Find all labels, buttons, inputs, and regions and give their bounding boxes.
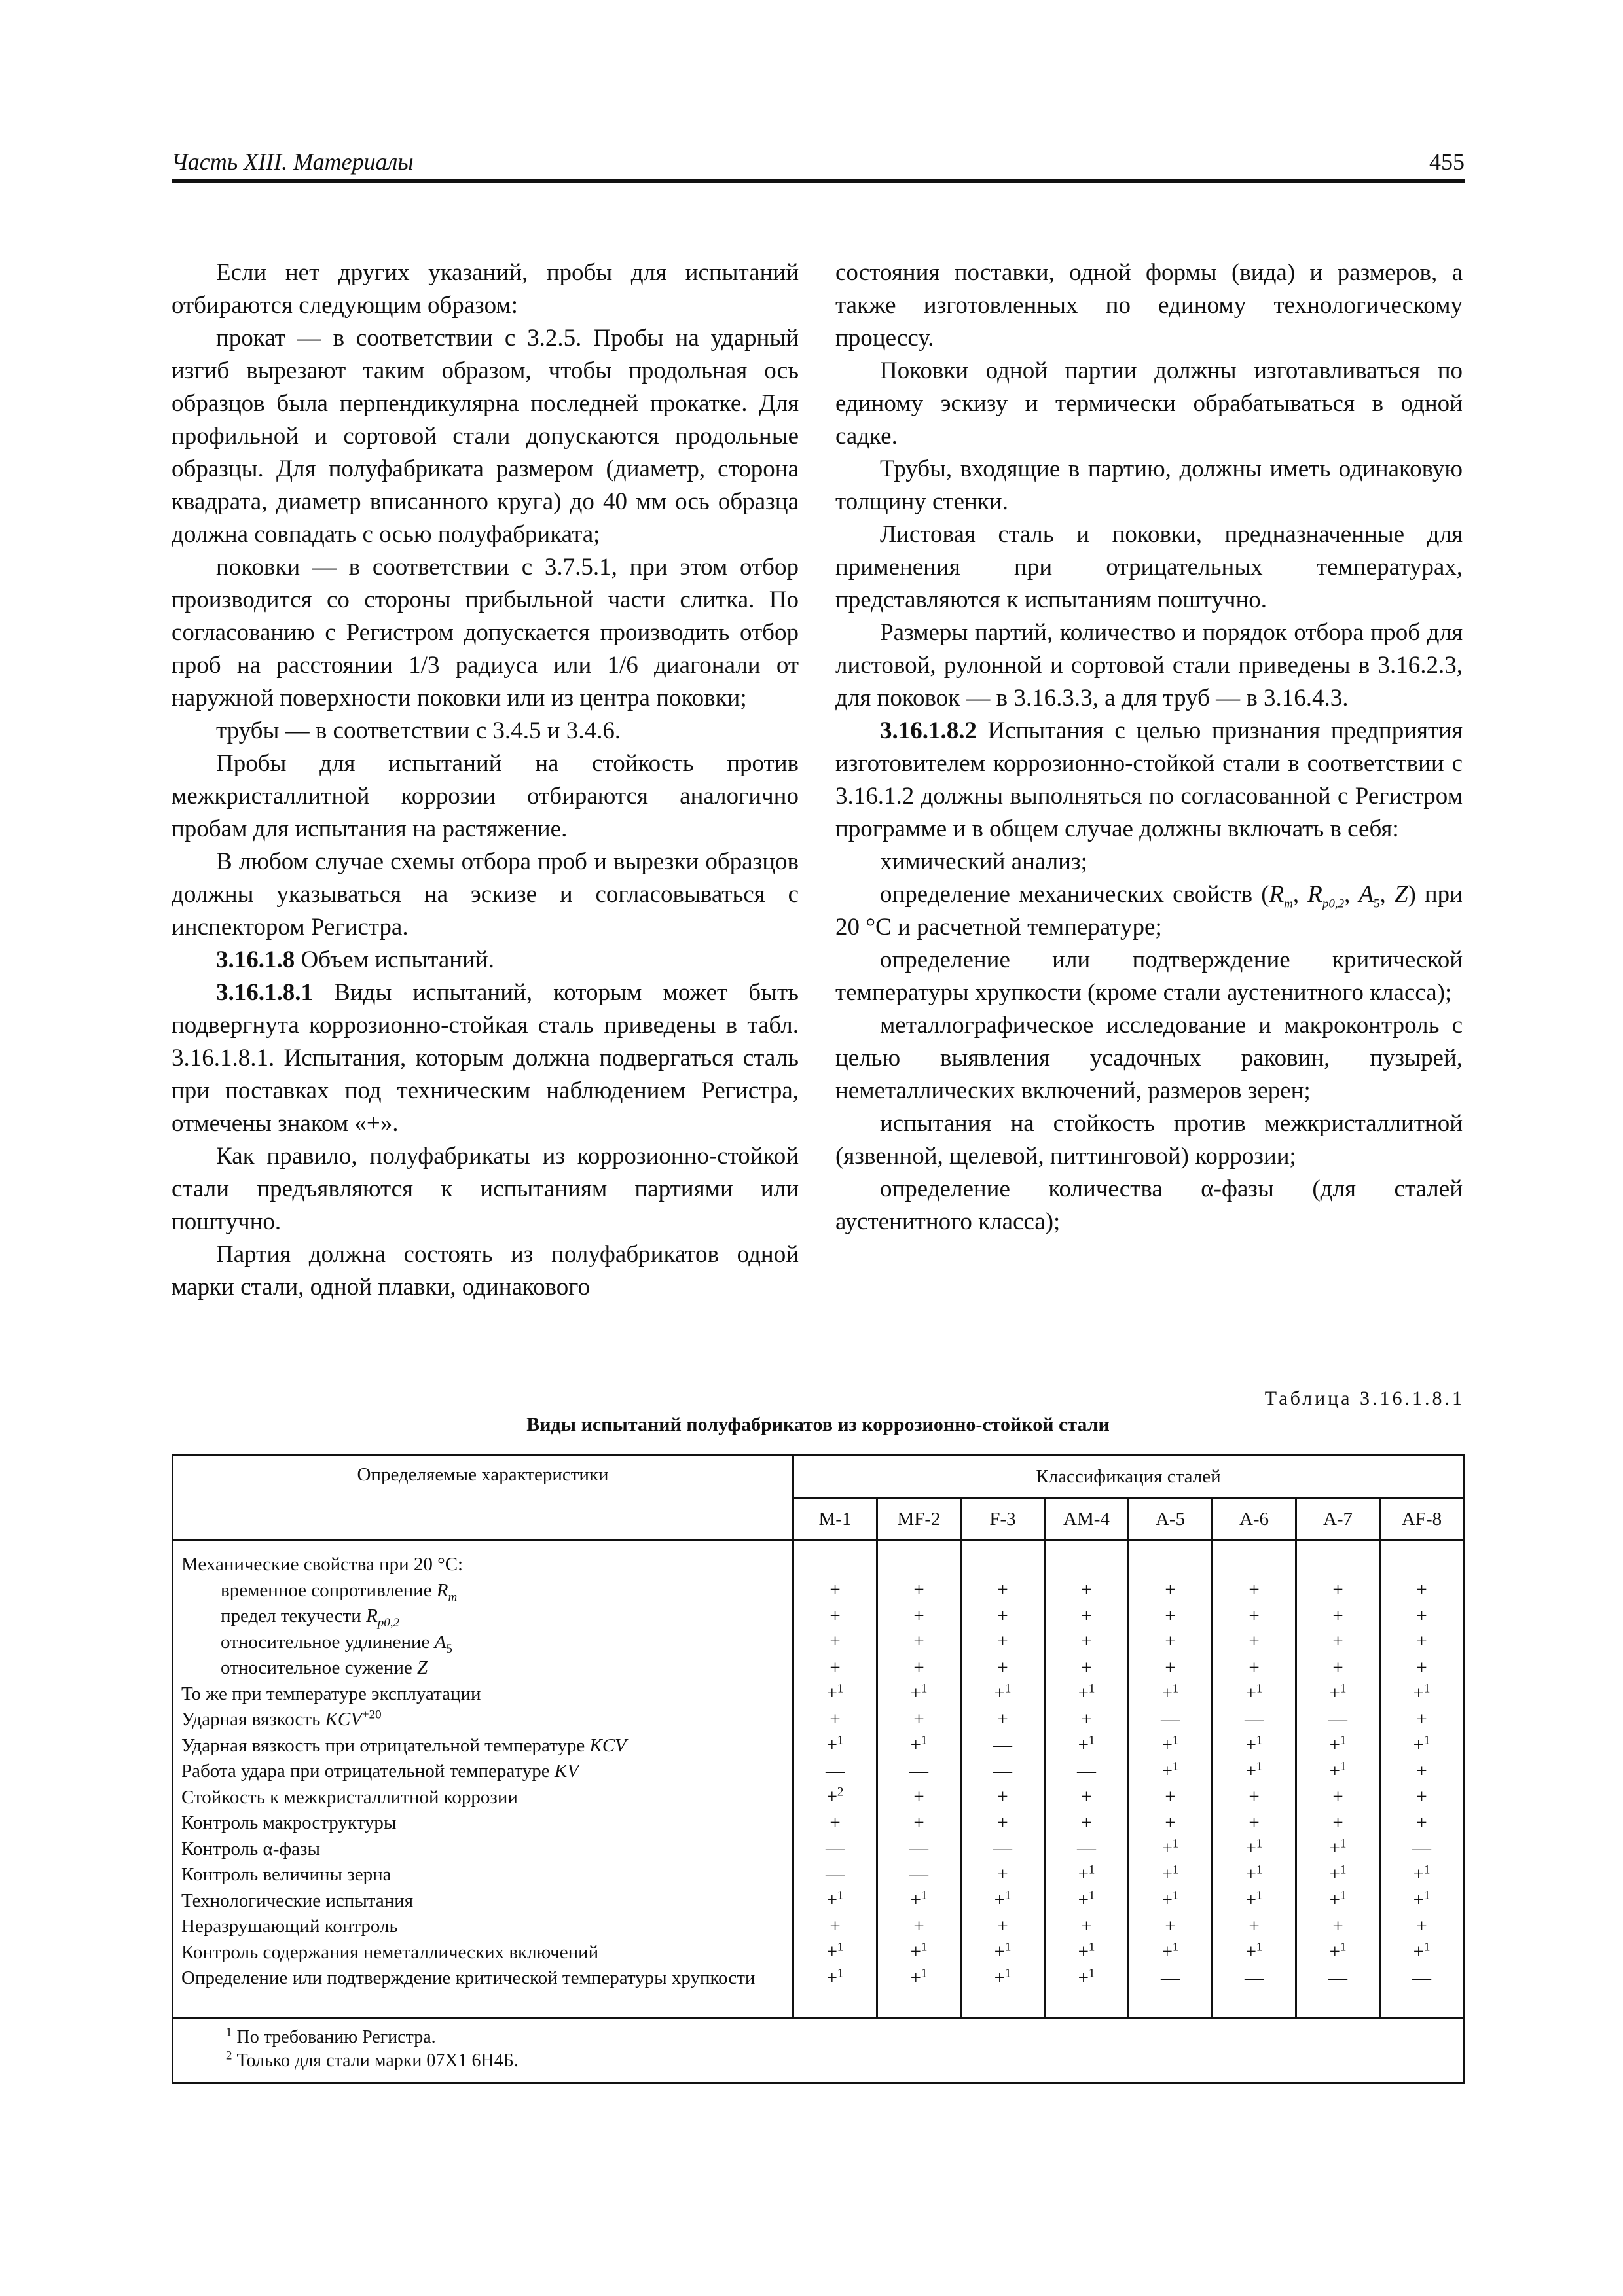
table-row-label: Неразрушающий контроль [181,1916,398,1937]
table-cell-value: + [1165,1915,1176,1937]
table-cell-value: + [830,1579,841,1600]
table-cell-value: + [1249,1657,1260,1678]
table-cell-value: +$^1$ [1161,1837,1179,1859]
table-cell-value: +$^1$ [1161,1681,1179,1704]
list-item: определение количества α-фазы (для сталей аустенитного класса); [835,1175,1463,1235]
table-cell-value: + [830,1708,841,1730]
part-title: Часть XIII. Материалы [172,149,414,175]
table-cell-value: + [1332,1631,1343,1652]
table-cell-value: + [1416,1605,1427,1626]
table-cell-value: +$^1$ [1329,1759,1347,1782]
table-cell-value: + [913,1631,924,1652]
table-cell-value: +$^1$ [1161,1888,1179,1910]
table-cell-value: — [1245,1967,1264,1988]
table-cell-value: + [913,1605,924,1626]
characteristics-cell [173,1541,793,2018]
table-cell-value: +$^1$ [1078,1940,1095,1962]
table-cell-value: — [993,1760,1012,1782]
table-cell-value: +$^1$ [1245,1681,1263,1704]
column-header: A-7 [1296,1498,1380,1541]
table-cell-value: +$^1$ [826,1965,844,1988]
paragraph: Пробы для испытаний на стойкость против межкристаллитной коррозии отбираются аналогично пробам для испытания на растяжение. [172,750,799,842]
table-cell-value: + [1332,1605,1343,1626]
section-3-16-1-8-2: 3.16.1.8.2 Испытания с целью признания предприятия изготовителем коррозионно-стойкой стали в соответствии с 3.16.1.2 должны выполняться по согласованной с Регистром программе и в общем случае должны включать в себя: [835,717,1463,842]
page-number: 455 [1429,149,1465,175]
table-cell-value: + [1332,1915,1343,1937]
table-cell-value: + [1165,1786,1176,1807]
list-item: химический анализ; [880,848,1087,875]
list-item: определение механических свойств ($R_m$, $R_{p0,2}$, $A_5$, Z) при 20 °C и расчетной температуре; [835,881,1463,941]
table-cell-value: +$^1$ [1078,1733,1095,1755]
table-cell-value: +$^1$ [1245,1759,1263,1782]
table-cell-value: + [997,1863,1008,1885]
table-cell-value: + [1081,1657,1092,1678]
table-cell-value: + [997,1915,1008,1937]
table-cell-value: +$^1$ [994,1681,1012,1704]
column-header: F-3 [961,1498,1045,1541]
table-cell-value: + [1165,1631,1176,1652]
table-cell-value: + [830,1631,841,1652]
table-cell-value: + [913,1786,924,1807]
table-cell-value: + [1249,1786,1260,1807]
table-cell-value: — [909,1838,928,1859]
table-cell-value: + [997,1708,1008,1730]
table-cell-value: + [1081,1786,1092,1807]
paragraph: Поковки одной партии должны изготавливаться по единому эскизу и термически обрабатываться в одной садке. [835,357,1463,450]
table-cell-value: + [1165,1657,1176,1678]
column-header: AM-4 [1045,1498,1129,1541]
table-cell-value: + [1332,1657,1343,1678]
table-row-label: относительное удлинение $A_5$ [221,1631,452,1656]
table-row-label: временное сопротивление $R_m$ [221,1579,458,1604]
values-column [1213,1541,1296,2018]
table-cell-value: +$^1$ [910,1940,928,1962]
column-header: AF-8 [1380,1498,1464,1541]
table-cell-value: +$^1$ [1329,1733,1347,1755]
table-cell-value: + [1416,1579,1427,1600]
table-cell-value: + [1165,1605,1176,1626]
table-cell-value: +$^1$ [826,1681,844,1704]
table-cell-value: + [1249,1605,1260,1626]
table-cell-value: + [1416,1812,1427,1833]
table-cell-value: + [1081,1812,1092,1833]
table-row-label: Контроль величины зерна [181,1864,392,1885]
table-cell-value: +$^1$ [1413,1862,1431,1885]
table-row-label: относительное сужение Z [221,1657,428,1678]
table-cell-value: — [1328,1708,1347,1730]
column-header: A-6 [1213,1498,1296,1541]
paragraph: Размеры партий, количество и порядок отбора проб для листовой, рулонной и сортовой стали приведены в 3.16.2.3, для поковок — в 3.16.3.3, а для труб — в 3.16.4.3. [835,619,1463,711]
table-cell-value: + [1165,1812,1176,1833]
table-cell-value: — [1077,1838,1096,1859]
table-cell-value: +$^1$ [1161,1940,1179,1962]
page-header [172,144,1465,183]
table-cell-value: +$^1$ [826,1733,844,1755]
section-3-16-1-8: 3.16.1.8 Объем испытаний. [216,946,494,973]
table-row-label: Определение или подтверждение критической температуры хрупкости [181,1967,756,1988]
section-3-16-1-8-1: 3.16.1.8.1 Виды испытаний, которым может быть подвергнута коррозионно-стойкая сталь приведены в табл. 3.16.1.8.1. Испытания, которым должна подвергаться сталь при поставках под техническим наблюдением Регистра, отмечены знаком «+». [172,979,799,1137]
table-cell-value: — [826,1760,845,1782]
table-cell-value: + [997,1579,1008,1600]
column-header: A-5 [1129,1498,1213,1541]
table-cell-value: +$^1$ [994,1965,1012,1988]
table-cell-value: + [1416,1786,1427,1807]
table-cell-value: + [1416,1631,1427,1652]
table-header-classification: Классификация сталей [793,1456,1464,1498]
paragraph: Листовая сталь и поковки, предназначенные для применения при отрицательных температурах, представляются к испытаниям поштучно. [835,521,1463,613]
table-cell-value: + [830,1657,841,1678]
table-cell-value: + [1081,1579,1092,1600]
table-cell-value: + [1332,1786,1343,1807]
table-cell-value: — [1161,1967,1180,1988]
table-cell-value: + [1081,1915,1092,1937]
paragraph: прокат — в соответствии с 3.2.5. Пробы на ударный изгиб вырезают таким образом, чтобы продольная ось образцов была перпендикулярна последней прокатке. Для профильной и сортовой стали допускаются продольные образцы. Для полуфабриката размером (диаметр, сторона квадрата, диаметр вписанного круга) до 40 мм ось образца должна совпадать с осью полуфабриката; [172,325,799,548]
table-cell-value: +$^1$ [1161,1733,1179,1755]
footnote: $^1$ По требованию Регистра. [226,2025,436,2047]
table-cell-value: +$^1$ [1329,1681,1347,1704]
table-cell-value: + [913,1812,924,1833]
table-cell-value: — [993,1734,1012,1755]
table-cell-value: +$^1$ [1413,1888,1431,1910]
table-cell-value: + [997,1786,1008,1807]
table-cell-value: + [1249,1631,1260,1652]
table-row-label: Ударная вязкость $KCV^{+20}$ [181,1708,382,1730]
table-row-label: Контроль содержания неметаллических включений [181,1941,599,1963]
table-cell-value: +$^1$ [1245,1837,1263,1859]
table-cell-value: +$^1$ [826,1940,844,1962]
table-cell-value: +$^1$ [910,1888,928,1910]
paragraph: поковки — в соответствии с 3.7.5.1, при этом отбор производится со стороны прибыльной части слитка. По согласованию с Регистром допускается производить отбор проб на расстоянии 1/3 радиуса или 1/6 диагонали от наружной поверхности поковки или из центра поковки; [172,554,799,711]
table-cell-value: + [1416,1708,1427,1730]
test-types-table [172,1454,1465,2084]
table-cell-value: +$^2$ [826,1785,844,1807]
paragraph: Партия должна состоять из полуфабрикатов одной марки стали, одной плавки, одинакового [172,1241,799,1300]
table-cell-value: +$^1$ [994,1940,1012,1962]
paragraph: состояния поставки, одной формы (вида) и размеров, а также изготовленных по единому технологическому процессу. [835,259,1463,351]
table-row-label: предел текучести $R_{p0,2}$ [221,1605,400,1630]
table-cell-value: + [1332,1812,1343,1833]
right-column [835,257,1463,1238]
table-cell-value: + [913,1579,924,1600]
table-cell-value: — [909,1760,928,1782]
table-cell-value: + [830,1605,841,1626]
values-column [1129,1541,1213,2018]
values-column [1045,1541,1129,2018]
table-row-label: То же при температуре эксплуатации [181,1683,481,1704]
paragraph: трубы — в соответствии с 3.4.5 и 3.4.6. [216,717,621,744]
table-cell-value: — [1077,1760,1096,1782]
table-cell-value: — [1412,1838,1431,1859]
table-cell-value: +$^1$ [1078,1862,1095,1885]
table-cell-value: — [1245,1708,1264,1730]
table-cell-value: + [1081,1631,1092,1652]
table-cell-value: + [1165,1579,1176,1600]
table-cell-value: + [1416,1760,1427,1782]
values-column [961,1541,1045,2018]
table-row-label: Работа удара при отрицательной температуре KV [181,1761,579,1782]
paragraph: В любом случае схемы отбора проб и вырезки образцов должны указываться на эскизе и согласовываться с инспектором Регистра. [172,848,799,941]
table-cell-value: + [1416,1657,1427,1678]
table-cell-value: +$^1$ [1413,1940,1431,1962]
column-header: MF-2 [877,1498,961,1541]
table-header-characteristics: Определяемые характеристики [173,1456,793,1541]
table-cell-value: +$^1$ [1078,1681,1095,1704]
table-cell-value: + [997,1605,1008,1626]
table-cell-value: +$^1$ [1245,1888,1263,1910]
table-title: Виды испытаний полуфабрикатов из коррозионно-стойкой стали [526,1414,1110,1435]
table-cell-value: + [913,1915,924,1937]
table-cell-value: +$^1$ [994,1888,1012,1910]
table-cell-value: +$^1$ [1245,1862,1263,1885]
table-cell-value: +$^1$ [1329,1837,1347,1859]
table-cell-value: +$^1$ [826,1888,844,1910]
table-cell-value: — [1328,1967,1347,1988]
table-cell-value: +$^1$ [1329,1862,1347,1885]
table-cell-value: + [997,1812,1008,1833]
values-column [1380,1541,1464,2018]
table-cell-value: — [909,1863,928,1885]
values-column [877,1541,961,2018]
table-cell-value: + [1332,1579,1343,1600]
table-cell-value: — [1412,1967,1431,1988]
table-row-label: Контроль α-фазы [181,1838,320,1859]
table-cell-value: + [1249,1579,1260,1600]
table-cell-value: +$^1$ [1078,1965,1095,1988]
table-cell-value: + [830,1812,841,1833]
table-cell-value: + [1249,1812,1260,1833]
table-row-label: Стойкость к межкристаллитной коррозии [181,1786,518,1808]
column-header: M-1 [793,1498,877,1541]
table-cell-value: + [913,1657,924,1678]
footnote: $^2$ Только для стали марки 07Х1 6Н4Б. [226,2049,519,2071]
table-footnotes [173,2018,1464,2083]
table-cell-value: + [997,1631,1008,1652]
list-item: определение или подтверждение критической температуры хрупкости (кроме стали аустенитного класса); [835,946,1463,1006]
table-caption: Таблица 3.16.1.8.1 [1264,1388,1465,1409]
values-column [1296,1541,1380,2018]
table-cell-value: — [826,1838,845,1859]
table-cell-value: +$^1$ [1161,1759,1179,1782]
table-cell-value: + [997,1657,1008,1678]
table-row-label: Контроль макроструктуры [181,1812,397,1833]
table-cell-value: +$^1$ [1078,1888,1095,1910]
list-item: металлографическое исследование и макроконтроль с целью выявления усадочных раковин, пузырей, неметаллических включений, размеров зерен; [835,1012,1463,1104]
table-cell-value: + [913,1708,924,1730]
table-cell-value: +$^1$ [1161,1862,1179,1885]
table-cell-value: + [1249,1915,1260,1937]
table-cell-value: — [1161,1708,1180,1730]
table-row-label: Ударная вязкость при отрицательной температуре KCV [181,1734,627,1756]
table-cell-value: +$^1$ [1413,1733,1431,1755]
table-cell-value: + [1081,1708,1092,1730]
table-cell-value: +$^1$ [1413,1681,1431,1704]
table-cell-value: +$^1$ [1245,1733,1263,1755]
paragraph: Трубы, входящие в партию, должны иметь одинаковую толщину стенки. [835,456,1463,515]
table-row-label: Механические свойства при 20 °С: [181,1554,464,1575]
table-cell-value: + [1081,1605,1092,1626]
list-item: испытания на стойкость против межкристаллитной (язвенной, щелевой, питтинговой) коррозии; [835,1110,1463,1170]
left-column [172,257,799,1304]
table-cell-value: +$^1$ [910,1681,928,1704]
table-row-label: Технологические испытания [181,1890,414,1911]
table-cell-value: +$^1$ [910,1965,928,1988]
table-cell-value: + [1416,1915,1427,1937]
paragraph: Как правило, полуфабрикаты из коррозионно-стойкой стали предъявляются к испытаниям партиями или поштучно. [172,1143,799,1235]
values-column [793,1541,877,2018]
table-cell-value: — [826,1863,845,1885]
paragraph: Если нет других указаний, пробы для испытаний отбираются следующим образом: [172,259,799,319]
table-cell-value: + [830,1915,841,1937]
table-cell-value: +$^1$ [910,1733,928,1755]
table-cell-value: — [993,1838,1012,1859]
table-cell-value: +$^1$ [1245,1940,1263,1962]
table-cell-value: +$^1$ [1329,1888,1347,1910]
table-cell-value: +$^1$ [1329,1940,1347,1962]
